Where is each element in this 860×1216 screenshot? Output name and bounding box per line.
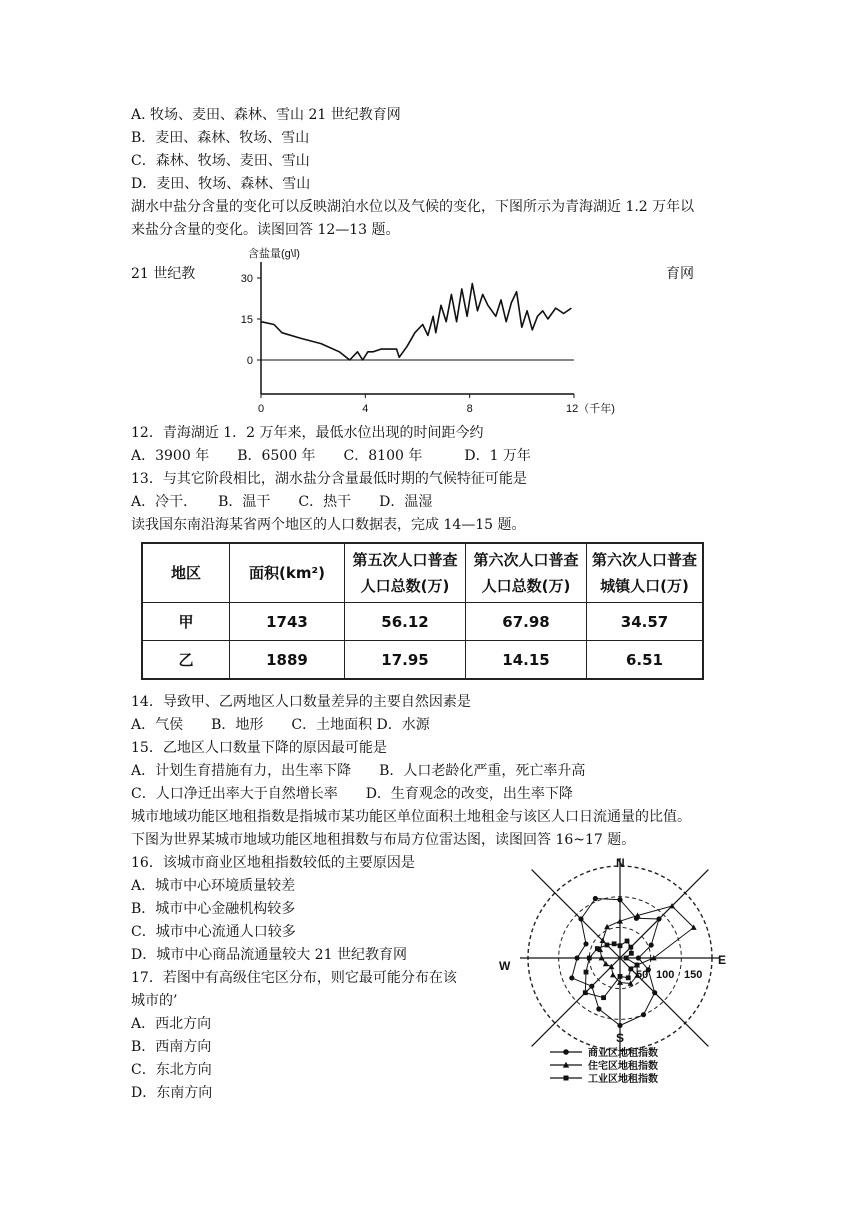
legend-label: 工业区地租指数 — [588, 1074, 658, 1085]
question-13: 13．与其它阶段相比，湖水盐分含量最低时期的气候特征可能是 — [131, 471, 527, 487]
radar-point — [628, 945, 633, 950]
ring-label-150: 150 — [684, 969, 703, 981]
table-cell: 6.51 — [587, 641, 704, 680]
radar-point — [617, 1023, 622, 1028]
table-cell: 17.95 — [345, 641, 466, 680]
radar-point — [595, 946, 600, 951]
table-cell: 56.12 — [345, 603, 466, 641]
radar-point — [636, 955, 641, 960]
radar-point — [601, 995, 606, 1000]
radar-point — [656, 916, 661, 921]
radar-point — [604, 924, 610, 929]
question-16-option-b: B．城市中心金融机构较多 — [131, 901, 296, 917]
option-a-line: A. 牧场、麦田、森林、雪山 21 世纪教育网 — [131, 107, 401, 123]
x-tick-label: 0 — [257, 403, 265, 415]
question-14: 14．导致甲、乙两地区人口数量差异的主要自然因素是 — [131, 694, 471, 710]
question-17-cont: 城市的’ — [131, 993, 178, 1009]
north-label: N — [616, 856, 625, 870]
radar-point — [610, 972, 616, 977]
y-tick-label: 30 — [240, 273, 253, 285]
table-header-cell: 第六次人口普查 人口总数(万) — [466, 543, 587, 603]
salinity-series-line — [261, 284, 571, 361]
table-cell: 1889 — [230, 641, 345, 680]
intro-text: 湖水中盐分含量的变化可以反映湖泊水位以及气候的变化，下图所示为青海湖近 1.2 万年以 — [131, 199, 695, 215]
radar-point — [626, 975, 631, 980]
question-15-options-ab: A．计划生育措施有力，出生率下降 B．人口老龄化严重，死亡率升高 — [131, 763, 586, 779]
watermark-left: 21 世纪教 — [131, 266, 196, 282]
y-axis-label: 含盐量(g\l) — [248, 248, 300, 260]
legend-label: 住宅区地租指数 — [588, 1061, 658, 1072]
radar-point — [617, 897, 622, 902]
x-tick-label: 8 — [466, 403, 473, 415]
option-b-line: B．麦田、森林、牧场、雪山 — [131, 130, 310, 146]
legend-label: 商业区地租指数 — [588, 1048, 658, 1059]
y-tick-label: 0 — [246, 355, 253, 367]
legend-marker — [564, 1076, 569, 1081]
question-16-option-d: D．城市中心商品流通量较大 21 世纪教育网 — [131, 947, 407, 963]
table-intro: 读我国东南沿海某省两个地区的人口数据表，完成 14—15 题。 — [131, 517, 526, 533]
south-label: S — [616, 1031, 625, 1045]
table-header-cell: 面积(km²) — [230, 543, 345, 603]
table-cell: 乙 — [142, 641, 230, 680]
radar-point — [652, 990, 657, 995]
question-16-option-c: C．城市中心流通人口较多 — [131, 924, 296, 940]
table-header-cell: 地区 — [142, 543, 230, 603]
radar-axis — [532, 958, 620, 1046]
population-table — [141, 542, 704, 680]
radar-point — [593, 896, 598, 901]
table-header-row — [142, 543, 703, 603]
radar-point — [605, 943, 610, 948]
question-12: 12．青海湖近 1．2 万年来，最低水位出现的时间距今约 — [131, 425, 484, 441]
radar-chart — [490, 852, 750, 1096]
radar-point — [578, 916, 583, 921]
question-17-option-a: A．西北方向 — [131, 1016, 212, 1032]
legend-marker — [563, 1049, 569, 1055]
radar-point — [583, 941, 588, 946]
ring-label-50: 50 — [636, 969, 649, 981]
radar-point — [589, 984, 594, 989]
radar-point — [587, 956, 592, 961]
radar-point — [584, 970, 589, 975]
radar-point — [649, 942, 654, 947]
radar-axis — [620, 870, 708, 958]
intro-text-cont: 来盐分含量的变化。读图回答 12—13 题。 — [131, 222, 400, 238]
radar-intro-cont: 下图为世界某城市地域功能区地租揖数与布局方位雷达图，读图回答 16~17 题。 — [131, 832, 636, 848]
table-row — [142, 641, 703, 680]
question-17-option-c: C．东北方向 — [131, 1062, 212, 1078]
radar-point — [618, 974, 623, 979]
table-cell: 34.57 — [587, 603, 704, 641]
y-tick-label: 15 — [240, 314, 253, 326]
radar-point — [596, 1006, 601, 1011]
radar-point — [635, 963, 640, 968]
question-13-options: A．冷干． B．温干 C．热干 D．温湿 — [131, 494, 433, 510]
question-15: 15．乙地区人口数量下降的原因最可能是 — [131, 740, 387, 756]
radar-point — [618, 943, 623, 948]
radar-point — [641, 1012, 646, 1017]
table-cell: 67.98 — [466, 603, 587, 641]
question-15-options-cd: C．人口净迁出率大于自然增长率 D．生育观念的改变，出生率下降 — [131, 786, 573, 802]
salinity-line-chart — [220, 240, 640, 420]
option-d-line: D．麦田、牧场、森林、雪山 — [131, 176, 311, 192]
ring-label-100: 100 — [656, 969, 675, 981]
radar-point — [625, 939, 630, 944]
question-12-options: A．3900 年 B．6500 年 C．8100 年 D．1 万年 — [131, 448, 531, 464]
question-17-option-d: D．东南方向 — [131, 1085, 213, 1101]
table-header-cell: 第六次人口普查 城镇人口(万) — [587, 543, 704, 603]
x-axis-label: 12（千年) — [566, 403, 615, 415]
radar-intro: 城市地域功能区地租指数是指城市某功能区单位面积土地租金与该区人口日流通量的比值。 — [131, 809, 691, 825]
question-16: 16．该城市商业区地租指数较低的主要原因是 — [131, 855, 415, 871]
table-row — [142, 603, 703, 641]
radar-point — [574, 955, 579, 960]
radar-point — [583, 990, 588, 995]
east-label: E — [718, 953, 727, 967]
question-14-options: A．气侯 B．地形 C．土地面积 D．水源 — [131, 717, 430, 733]
watermark-right: 育网 — [666, 266, 694, 282]
radar-point — [569, 975, 574, 980]
option-c-line: C．森林、牧场、麦田、雪山 — [131, 153, 310, 169]
radar-point — [628, 966, 633, 971]
radar-point — [612, 941, 617, 946]
table-cell: 1743 — [230, 603, 345, 641]
west-label: W — [499, 959, 511, 973]
question-17-option-b: B．西南方向 — [131, 1039, 212, 1055]
table-header-cell: 第五次人口普查 人口总数(万) — [345, 543, 466, 603]
question-16-option-a: A．城市中心环境质量较差 — [131, 878, 296, 894]
table-cell: 14.15 — [466, 641, 587, 680]
radar-point — [624, 956, 629, 961]
question-17: 17．若图中有高级住宅区分布，则它最可能分布在该 — [131, 970, 457, 986]
x-tick-label: 4 — [362, 403, 369, 415]
radar-point — [629, 951, 634, 956]
table-cell: 甲 — [142, 603, 230, 641]
